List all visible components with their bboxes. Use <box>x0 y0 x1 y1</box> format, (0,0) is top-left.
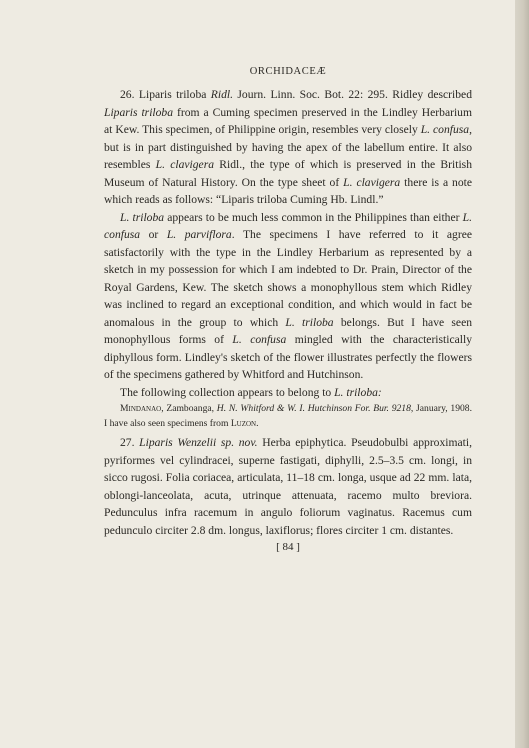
text-run: belongs. But I have seen monophyllous forms of <box>104 315 473 346</box>
paragraph-collection-intro <box>104 384 472 402</box>
paragraph-triloba-discussion <box>104 209 472 384</box>
italic-run: L. confusa <box>104 210 472 241</box>
text-run: Journ. Linn. Soc. Bot. 22: 295. Ridley described <box>233 88 472 101</box>
running-head: ORCHIDACEÆ <box>249 66 327 77</box>
text-run: from a Cuming specimen preserved in the Lindley Herbarium at Kew. This specimen, of Philippine origin, resembles very closely <box>104 105 472 136</box>
italic-run: Liparis Wenzelii sp. nov. <box>139 436 258 449</box>
text-run: 26. Liparis triloba <box>120 88 211 101</box>
smallcaps-run: Luzon <box>230 417 257 429</box>
page-number: [ 84 ] <box>276 541 300 553</box>
italic-run: L. clavigera <box>155 158 215 171</box>
italic-run: L. clavigera <box>343 175 401 189</box>
text-run: , Zamboanga, <box>161 403 217 414</box>
text-run: mingled with the characteristically diphyllous form. Lindley's sketch of the flower illustrates perfectly the flowers of the specimens gathered by Whitford and Hutchinson. <box>104 333 473 381</box>
text-run: there is a note which reads as follows: “Liparis triloba Cuming Hb. Lindl.” <box>104 175 472 206</box>
text-block <box>104 66 472 553</box>
text-run: . <box>256 417 259 429</box>
italic-run: L. parviflora <box>166 228 232 241</box>
text-run: appears to be much less common in the Philippines than either <box>164 210 463 224</box>
text-run: , January, 1908. I have also seen specimens from <box>104 403 472 429</box>
text-run: or <box>140 228 167 241</box>
text-run: Ridl., the type of which is preserved in the British Museum of Natural History. On the type sheet of <box>104 158 472 189</box>
italic-run: L. triloba <box>120 210 165 224</box>
italic-run: Liparis triloba <box>104 105 174 119</box>
italic-run: L. triloba <box>285 315 334 329</box>
paragraph-liparis-triloba <box>104 86 472 209</box>
paragraph-liparis-wenzelii <box>104 434 472 539</box>
text-run: 27. <box>120 436 140 449</box>
italic-run: L. triloba: <box>334 385 382 399</box>
page-gutter-shadow <box>515 0 529 748</box>
specimen-citation <box>104 402 472 431</box>
text-run: The following collection appears to belong to <box>120 385 335 399</box>
smallcaps-run: Mindanao <box>120 403 162 414</box>
text-run: . The specimens I have referred to it agree satisfactorily with the type in the Lindley Herbarium as represented by a sketch in my possession for which I am indebted to Dr. Prain, Director of the Royal Gardens, Kew. The sketch shows a monophyllous stem which Ridley was inclined to regard an exceptional condition, and which would in fact be anomalous in the group to which <box>104 228 472 329</box>
italic-run: H. N. Whitford & W. I. Hutchinson For. Bur. 9218 <box>216 403 411 414</box>
italic-run: Ridl. <box>210 88 234 101</box>
italic-run: L. confusa <box>232 333 287 346</box>
text-run: Herba epiphytica. Pseudobulbi approximati, pyriformes vel cylindracei, superne fastigati, diphylli, 2.5–3.5 cm. longi, in sicco rugosi. Folia coriacea, articulata, 11–18 cm. longa, usque ad 22 mm. lata, oblongi-lanceolata, acuta, utrinque attenuata, racemo multo breviora. Pedunculus infra racemum in angulo foliorum vaginatus. Racemus cum pedunculo circiter 2.8 dm. longus, laxiflorus; flores circiter 1 cm. distantes. <box>104 436 472 537</box>
italic-run: L. confusa <box>420 123 470 136</box>
text-run: , but is in part distinguished by having the apex of the labellum entire. It also resembles <box>104 123 473 171</box>
